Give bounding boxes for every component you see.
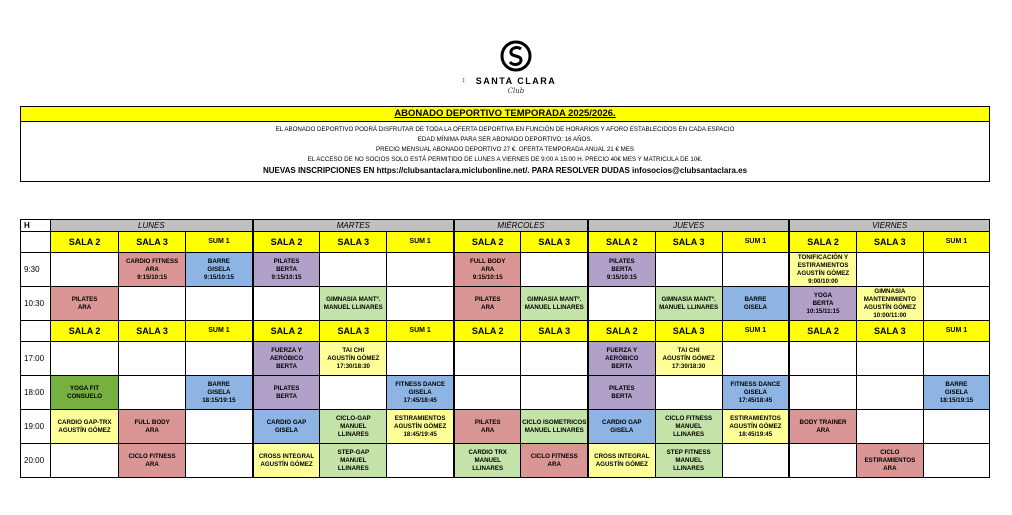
class-cell: BARRE GISELA 9:15/10:15 (186, 253, 253, 287)
room-header: SALA 2 (51, 321, 119, 342)
class-cell: BODY TRAINER ARA (789, 410, 856, 444)
empty-cell (856, 376, 923, 410)
empty-cell (186, 342, 253, 376)
time-label: 20:00 (21, 444, 51, 478)
empty-cell (320, 253, 387, 287)
empty-cell (722, 253, 789, 287)
class-cell: CROSS INTEGRAL AGUSTÍN GÓMEZ (588, 444, 655, 478)
empty-cell (789, 444, 856, 478)
room-header: SALA 3 (320, 232, 387, 253)
empty-cell (856, 253, 923, 287)
day-header: VIERNES (789, 220, 989, 232)
class-cell: TAI CHI AGUSTÍN GÓMEZ 17:30/18:30 (655, 342, 722, 376)
class-cell: CICLO FITNESS MANUEL LLINARES (655, 410, 722, 444)
empty-cell (186, 444, 253, 478)
class-cell: CARDIO GAP GISELA (253, 410, 320, 444)
class-cell: CICLO ESTIRAMIENTOS ARA (856, 444, 923, 478)
class-cell: STEP FITNESS MANUEL LLINARES (655, 444, 722, 478)
time-slot-row (21, 376, 990, 410)
class-cell: BARRE GISELA 18:15/19:15 (186, 376, 253, 410)
time-label: 17:00 (21, 342, 51, 376)
class-cell: FUERZA Y AERÓBICO BERTA (253, 342, 320, 376)
room-header-row (21, 321, 990, 342)
class-cell: GIMNASIA MANTº. MANUEL LLINARES (655, 287, 722, 321)
class-cell: GIMNASIA MANTº. MANUEL LLINARES (320, 287, 387, 321)
class-cell: BARRE GISELA 18:15/19:15 (923, 376, 989, 410)
info-line: EDAD MÍNIMA PARA SER ABONADO DEPORTIVO: 16 AÑOS. (417, 136, 593, 143)
room-header: SALA 2 (253, 232, 320, 253)
class-cell: TAI CHI AGUSTÍN GÓMEZ 17:30/18:30 (320, 342, 387, 376)
time-label: 10:30 (21, 287, 51, 321)
empty-cell (387, 253, 454, 287)
empty-cell (722, 342, 789, 376)
info-line: PRECIO MENSUAL ABONADO DEPORTIVO 27 €. OFERTA TEMPORADA ANUAL 21 € MES (376, 146, 634, 153)
room-header: SUM 1 (722, 321, 789, 342)
room-header: SALA 3 (655, 232, 722, 253)
empty-cell (320, 376, 387, 410)
class-cell: YOGA FIT CONSUELO (51, 376, 119, 410)
room-header: SALA 3 (856, 321, 923, 342)
logo-brand: SANTA CLARA (475, 76, 557, 86)
class-cell: FULL BODY ARA 9:15/10:15 (454, 253, 521, 287)
class-cell: ESTIRAMIENTOS AGUSTÍN GÓMEZ 18:45/19:45 (722, 410, 789, 444)
room-header: SUM 1 (186, 321, 253, 342)
class-cell: CARDIO GAP GISELA (588, 410, 655, 444)
class-cell: CARDIO TRX MANUEL LLINARES (454, 444, 521, 478)
empty-cell (186, 287, 253, 321)
time-label: 18:00 (21, 376, 51, 410)
class-cell: CICLO FITNESS ARA (119, 444, 186, 478)
room-header: SALA 3 (655, 321, 722, 342)
room-header: SUM 1 (387, 321, 454, 342)
class-cell: PILATES BERTA (253, 376, 320, 410)
room-header: SUM 1 (722, 232, 789, 253)
class-cell: PILATES BERTA 9:15/10:15 (253, 253, 320, 287)
empty-cell (51, 253, 119, 287)
room-header: SALA 2 (454, 321, 521, 342)
time-slot-row (21, 410, 990, 444)
time-slot-row (21, 444, 990, 478)
empty-cell (387, 342, 454, 376)
time-label: 19:00 (21, 410, 51, 444)
class-cell: CICLO FITNESS ARA (521, 444, 588, 478)
class-cell: PILATES BERTA (588, 376, 655, 410)
class-cell: PILATES ARA (454, 287, 521, 321)
info-title: ABONADO DEPORTIVO TEMPORADA 2025/2026. (21, 107, 989, 122)
club-logo (456, 40, 576, 96)
empty-cell (119, 376, 186, 410)
class-cell: BARRE GISELA (722, 287, 789, 321)
class-cell: CARDIO FITNESS ARA 9:15/10:15 (119, 253, 186, 287)
day-header-row (21, 220, 990, 232)
schedule-table (20, 219, 990, 478)
class-cell: STEP-GAP MANUEL LLINARES (320, 444, 387, 478)
room-header: SALA 3 (521, 321, 588, 342)
class-cell: FUERZA Y AERÓBICO BERTA (588, 342, 655, 376)
empty-cell (521, 253, 588, 287)
empty-cell (119, 342, 186, 376)
logo-mark: ↕ (462, 77, 466, 84)
empty-cell (119, 287, 186, 321)
empty-cell (923, 287, 989, 321)
room-header: SALA 3 (856, 232, 923, 253)
class-cell: FITNESS DANCE GISELA 17:45/18:45 (387, 376, 454, 410)
time-slot-row (21, 287, 990, 321)
hour-header: H (21, 220, 51, 232)
room-header: SALA 2 (454, 232, 521, 253)
empty-cell (387, 287, 454, 321)
room-header: SALA 2 (51, 232, 119, 253)
time-slot-row (21, 253, 990, 287)
room-header: SALA 3 (119, 232, 186, 253)
class-cell: FITNESS DANCE GISELA 17:45/18:45 (722, 376, 789, 410)
day-header: MARTES (253, 220, 454, 232)
info-box (20, 106, 990, 182)
santa-clara-monogram-icon (500, 40, 532, 74)
room-header: SALA 2 (789, 232, 856, 253)
logo-club: Club (507, 87, 525, 95)
room-header: SALA 2 (789, 321, 856, 342)
empty-cell (923, 253, 989, 287)
room-header: SUM 1 (923, 232, 989, 253)
class-cell: PILATES BERTA 9:15/10:15 (588, 253, 655, 287)
room-header: SALA 3 (119, 321, 186, 342)
empty-cell (923, 342, 989, 376)
room-header-blank (21, 232, 51, 253)
info-registration-line: NUEVAS INSCRIPCIONES EN https://clubsantaclara.miclubonline.net/. PARA RESOLVER DUDAS infosocios@clubsantaclara.es (262, 166, 748, 175)
day-header: LUNES (51, 220, 253, 232)
empty-cell (521, 376, 588, 410)
room-header-blank (21, 321, 51, 342)
empty-cell (51, 342, 119, 376)
room-header-row (21, 232, 990, 253)
day-header: MIÉRCOLES (454, 220, 588, 232)
room-header: SUM 1 (923, 321, 989, 342)
empty-cell (856, 342, 923, 376)
empty-cell (856, 410, 923, 444)
empty-cell (454, 342, 521, 376)
empty-cell (789, 342, 856, 376)
empty-cell (253, 287, 320, 321)
room-header: SALA 3 (320, 321, 387, 342)
class-cell: ESTIRAMIENTOS AGUSTÍN GÓMEZ 18:45/19:45 (387, 410, 454, 444)
class-cell: CARDIO GAP-TRX AGUSTÍN GÓMEZ (51, 410, 119, 444)
info-line: EL ACCESO DE NO SOCIOS SOLO ESTÁ PERMITIDO DE LUNES A VIERNES DE 9:00 A 15:00 H. PRECIO 40€ MES Y MATRICULA DE 10€. (307, 156, 703, 163)
room-header: SALA 2 (588, 232, 655, 253)
class-cell: YOGA BERTA 10:15/11:15 (789, 287, 856, 321)
room-header: SUM 1 (387, 232, 454, 253)
class-cell: PILATES ARA (51, 287, 119, 321)
class-cell: TONIFICACIÓN Y ESTIRAMIENTOS AGUSTÍN GÓMEZ 9:00/10:00 (789, 253, 856, 287)
class-cell: GIMNASIA MANTº. MANUEL LLINARES (521, 287, 588, 321)
empty-cell (387, 444, 454, 478)
class-cell: PILATES ARA (454, 410, 521, 444)
room-header: SALA 3 (521, 232, 588, 253)
empty-cell (51, 444, 119, 478)
empty-cell (722, 444, 789, 478)
class-cell: CICLO-GAP MANUEL LLINARES (320, 410, 387, 444)
class-cell: CROSS INTEGRAL AGUSTÍN GÓMEZ (253, 444, 320, 478)
empty-cell (923, 410, 989, 444)
day-header: JUEVES (588, 220, 789, 232)
empty-cell (923, 444, 989, 478)
empty-cell (655, 376, 722, 410)
time-label: 9:30 (21, 253, 51, 287)
empty-cell (454, 376, 521, 410)
empty-cell (655, 253, 722, 287)
empty-cell (588, 287, 655, 321)
room-header: SUM 1 (186, 232, 253, 253)
class-cell: FULL BODY ARA (119, 410, 186, 444)
class-cell: CICLO ISOMETRICOS MANUEL LLINARES (521, 410, 588, 444)
empty-cell (186, 410, 253, 444)
empty-cell (521, 342, 588, 376)
room-header: SALA 2 (253, 321, 320, 342)
class-cell: GIMNASIA MANTENIMIENTO AGUSTÍN GÓMEZ 10:00/11:00 (856, 287, 923, 321)
empty-cell (789, 376, 856, 410)
room-header: SALA 2 (588, 321, 655, 342)
time-slot-row (21, 342, 990, 376)
info-line: EL ABONADO DEPORTIVO PODRÁ DISFRUTAR DE TODA LA OFERTA DEPORTIVA EN FUNCIÓN DE HORARIOS Y AFORO ESTABLECIDOS EN CADA ESPACIO (275, 126, 735, 133)
